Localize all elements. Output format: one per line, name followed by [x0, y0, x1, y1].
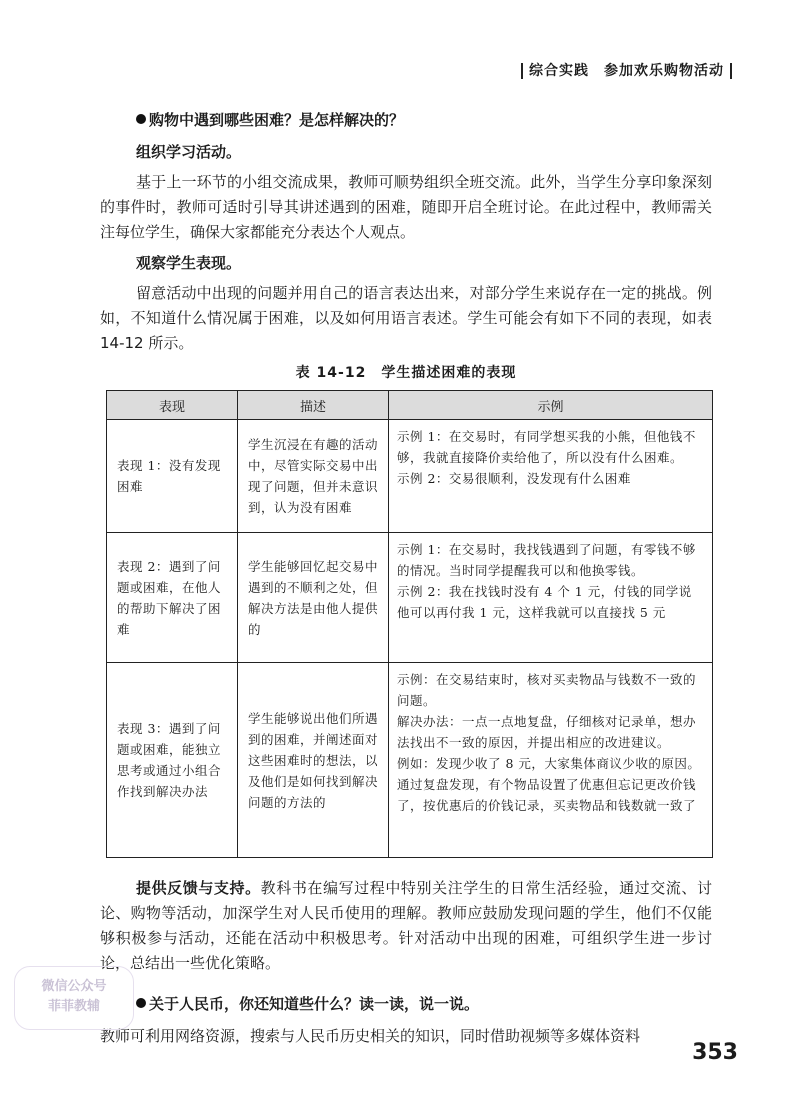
watermark-stamp	[14, 966, 134, 1030]
cell-performance: 表现 1：没有发现困难	[107, 420, 238, 533]
cell-description: 学生能够说出他们所遇到的困难，并阐述面对这些困难时的想法，以及他们是如何找到解决问题的方法的	[238, 663, 389, 858]
cell-performance: 表现 3：遇到了问题或困难，能独立思考或通过小组合作找到解决办法	[107, 663, 238, 858]
cell-description: 学生沉浸在有趣的活动中，尽管实际交易中出现了问题，但并未意识到，认为没有困难	[238, 420, 389, 533]
paragraph-organize: 基于上一环节的小组交流成果，教师可顺势组织全班交流。此外，当学生分享印象深刻的事件时，教师可适时引导其讲述遇到的困难，随即开启全班讨论。在此过程中，教师需关注每位学生，确保大家都能充分表达个人观点。	[100, 173, 712, 241]
example-line: 解决办法：一点一点地复盘，仔细核对记录单，想办法找出不一致的原因，并提出相应的改进建议。	[397, 714, 697, 750]
paragraph-rmb: 教师可利用网络资源，搜索与人民币历史相关的知识，同时借助视频等多媒体资料	[100, 1027, 641, 1045]
performance-table	[106, 390, 713, 858]
table-caption: 表 14-12 学生描述困难的表现	[295, 365, 517, 381]
header-performance: 表现	[107, 391, 238, 420]
cell-examples	[389, 663, 713, 858]
header-examples: 示例	[389, 391, 713, 420]
paragraph-feedback	[100, 876, 712, 976]
example-line: 示例 1：在交易时，有同学想买我的小熊，但他钱不够，我就直接降价卖给他了，所以没有什么困难。	[397, 429, 696, 465]
example-line: 示例：在交易结束时，核对买卖物品与钱数不一致的问题。	[397, 672, 697, 708]
table-row	[107, 420, 713, 533]
subheading-observe: 观察学生表现。	[136, 254, 242, 272]
paragraph-observe: 留意活动中出现的问题并用自己的语言表达出来，对部分学生来说存在一定的挑战。例如，不知道什么情况属于困难，以及如何用语言表述。学生可能会有如下不同的表现，如表 14-12 所示。	[100, 284, 712, 352]
example-line: 示例 2：我在找钱时没有 4 个 1 元，付钱的同学说他可以再付我 1 元，这样我就可以直接找 5 元	[397, 584, 692, 620]
cell-performance: 表现 2：遇到了问题或困难，在他人的帮助下解决了困难	[107, 533, 238, 663]
cell-examples	[389, 420, 713, 533]
running-header	[515, 60, 738, 80]
page-content	[100, 108, 712, 1055]
feedback-lead: 提供反馈与支持。	[136, 879, 261, 897]
watermark-line-2: 菲菲教辅	[47, 999, 100, 1014]
feedback-text: 教科书在编写过程中特别关注学生的日常生活经验，通过交流、讨论、购物等活动，加深学生对人民币使用的理解。教师应鼓励发现问题的学生，他们不仅能够积极参与活动，还能在活动中积极思考。针对活动中出现的困难，可组织学生进一步讨论，总结出一些优化策略。	[100, 879, 712, 972]
header-description: 描述	[238, 391, 389, 420]
bullet-dot-icon	[136, 114, 146, 124]
table-header-row	[107, 391, 713, 420]
bullet-dot-icon	[136, 998, 146, 1008]
question-heading-1: 购物中遇到哪些困难？是怎样解决的？	[136, 108, 712, 132]
header-bar-right	[730, 63, 732, 79]
subheading-organize: 组织学习活动。	[136, 143, 242, 161]
question-heading-2: 关于人民币，你还知道些什么？读一读，说一说。	[136, 992, 712, 1016]
page-number: 353	[692, 1040, 738, 1065]
cell-examples	[389, 533, 713, 663]
cell-description: 学生能够回忆起交易中遇到的不顺利之处，但解决方法是由他人提供的	[238, 533, 389, 663]
header-text: 综合实践 参加欢乐购物活动	[529, 63, 724, 79]
table-row	[107, 533, 713, 663]
example-line: 例如：发现少收了 8 元，大家集体商议少收的原因。通过复盘发现，有个物品设置了优惠但忘记更改价钱了，按优惠后的价钱记录，买卖物品和钱数就一致了	[397, 756, 701, 813]
example-line: 示例 2：交易很顺利，没发现有什么困难	[397, 471, 631, 486]
table-row	[107, 663, 713, 858]
header-bar-left	[521, 63, 523, 79]
watermark-line-1: 微信公众号	[41, 979, 107, 994]
example-line: 示例 1：在交易时，我找钱遇到了问题，有零钱不够的情况。当时同学提醒我可以和他换零钱。	[397, 542, 696, 578]
